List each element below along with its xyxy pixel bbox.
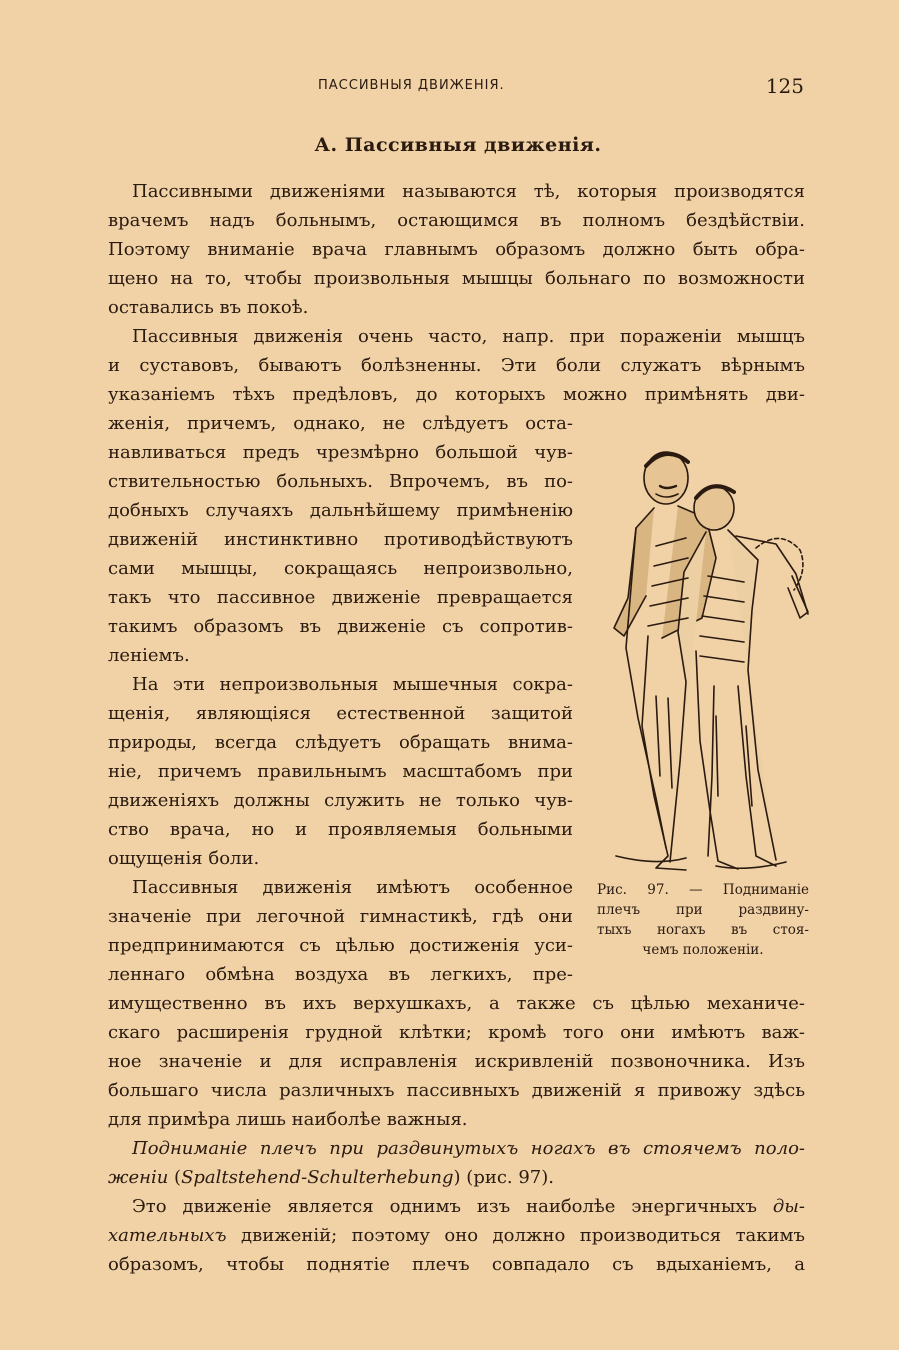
text-line: ощущенія боли. bbox=[108, 848, 260, 869]
caption-line: тыхъ ногахъ въ стоя- bbox=[597, 922, 809, 938]
text-line: навливаться предъ чрезмѣрно большой чув- bbox=[108, 442, 573, 463]
section-heading: А. Пассивныя движенія. bbox=[314, 134, 602, 156]
running-head bbox=[108, 76, 808, 100]
text-line: для примѣра лишь наиболѣе важныя. bbox=[108, 1109, 468, 1130]
text-line: имущественно въ ихъ верхушкахъ, а также съ цѣлью механиче- bbox=[108, 993, 805, 1014]
text-line: щено на то, чтобы произвольныя мышцы больнаго по возможности bbox=[108, 268, 805, 289]
text-line: леннаго обмѣна воздуха въ легкихъ, пре- bbox=[108, 964, 573, 985]
text-line: движеній инстинктивно противодѣйствуютъ bbox=[108, 529, 573, 550]
text-line: добныхъ случаяхъ дальнѣйшему примѣненію bbox=[108, 500, 573, 521]
text-line: врачемъ надъ больнымъ, остающимся въ полномъ бездѣйствіи. bbox=[108, 210, 805, 231]
text-line: предпринимаются съ цѣлью достиженія уси- bbox=[108, 935, 573, 956]
text-line: ствительностью больныхъ. Впрочемъ, въ по- bbox=[108, 471, 573, 492]
caption-line: Рис. 97. — Подниманіе bbox=[597, 882, 809, 898]
german-term: Spaltstehend-Schulterhebung bbox=[181, 1167, 454, 1188]
text-line: движеніяхъ должны служить не только чув- bbox=[108, 790, 573, 811]
text-line: Пассивными движеніями называются тѣ, которыя производятся bbox=[132, 181, 805, 202]
text-line: такъ что пассивное движеніе превращается bbox=[108, 587, 573, 608]
page-number: 125 bbox=[765, 74, 804, 98]
text-line: природы, всегда слѣдуетъ обращать внима- bbox=[108, 732, 573, 753]
text-line: ство врача, но и проявляемыя больными bbox=[108, 819, 573, 840]
text-line: Поэтому вниманіе врача главнымъ образомъ должно быть обра- bbox=[108, 239, 805, 260]
text-line: такимъ образомъ въ движеніе съ сопротив- bbox=[108, 616, 573, 637]
figure-97-illustration bbox=[596, 436, 816, 876]
text-line: щенія, являющіяся естественной защитой bbox=[108, 703, 573, 724]
caption-line: плечъ при раздвину- bbox=[597, 902, 809, 918]
text-line: скаго расширенія грудной клѣтки; кромѣ того они имѣютъ важ- bbox=[108, 1022, 805, 1043]
text-line: оставались въ покоѣ. bbox=[108, 297, 309, 318]
exercise-title-end: женіи bbox=[108, 1167, 169, 1188]
text-line: На эти непроизвольныя мышечныя сокра- bbox=[132, 674, 573, 695]
text-line: сами мышцы, сокращаясь непроизвольно, bbox=[108, 558, 573, 579]
italic-term: ды- bbox=[772, 1196, 805, 1217]
paren-open: ( bbox=[168, 1167, 182, 1188]
caption-line: чемъ положеніи. bbox=[642, 942, 764, 958]
text-line bbox=[108, 1192, 805, 1222]
text-line: женія, причемъ, однако, не слѣдуетъ оста- bbox=[108, 413, 573, 434]
text-run: Это движеніе является однимъ изъ наиболѣе энергичныхъ bbox=[132, 1196, 773, 1217]
figure-caption bbox=[597, 880, 809, 960]
exercise-title-line: Подниманіе плечъ при раздвинутыхъ ногахъ въ стоячемъ поло- bbox=[132, 1138, 805, 1159]
text-line: Пассивныя движенія имѣютъ особенное bbox=[132, 877, 573, 898]
text-line: Пассивныя движенія очень часто, напр. при пораженіи мышцъ bbox=[132, 326, 805, 347]
text-line: большаго числа различныхъ пассивныхъ движеній я привожу здѣсь bbox=[108, 1080, 805, 1101]
running-title: ПАССИВНЫЯ ДВИЖЕНІЯ. bbox=[318, 78, 505, 93]
text-line bbox=[108, 1221, 805, 1251]
text-line: ное значеніе и для исправленія искривленій позвоночника. Изъ bbox=[108, 1051, 805, 1072]
text-run: движеній; поэтому оно должно производиться такимъ bbox=[226, 1225, 805, 1246]
figure-reference: ) (рис. 97). bbox=[453, 1167, 555, 1188]
text-line: и суставовъ, бываютъ болѣзненны. Эти боли служатъ вѣрнымъ bbox=[108, 355, 805, 376]
text-line: образомъ, чтобы поднятіе плечъ совпадало съ вдыханіемъ, а bbox=[108, 1254, 805, 1275]
exercise-title-line bbox=[108, 1163, 805, 1193]
text-line: леніемъ. bbox=[108, 645, 190, 666]
text-line: ніе, причемъ правильнымъ масштабомъ при bbox=[108, 761, 573, 782]
text-line: указаніемъ тѣхъ предѣловъ, до которыхъ можно примѣнять дви- bbox=[108, 384, 805, 405]
text-line: значеніе при легочной гимнастикѣ, гдѣ они bbox=[108, 906, 573, 927]
italic-term: хательныхъ bbox=[108, 1225, 227, 1246]
